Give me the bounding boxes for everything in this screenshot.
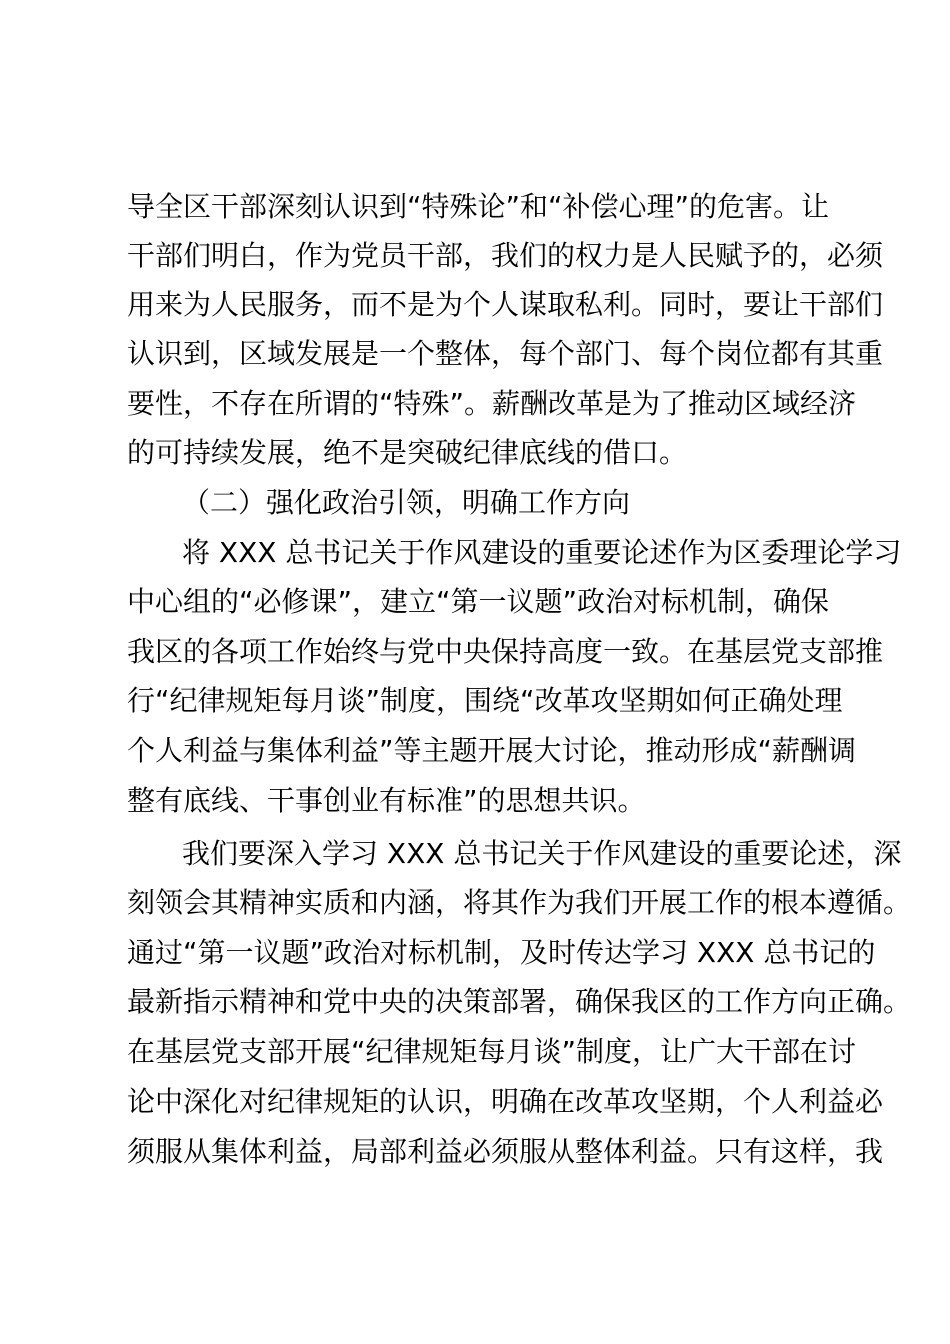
- text-line: 我们要深入学习 XXX 总书记关于作风建设的重要论述，深: [182, 837, 902, 870]
- text-line: 干部们明白，作为党员干部，我们的权力是人民赋予的，必须: [127, 239, 884, 272]
- text-line: 中心组的“必修课”，建立“第一议题”政治对标机制，确保: [127, 585, 830, 618]
- text-line: 在基层党支部开展“纪律规矩每月谈”制度，让广大干部在讨: [127, 1035, 857, 1068]
- text-line: 要性，不存在所谓的“特殊”。薪酬改革是为了推动区域经济: [127, 387, 857, 420]
- text-line: 用来为人民服务，而不是为个人谋取私利。同时，要让干部们: [127, 288, 884, 321]
- text-line: 导全区干部深刻认识到“特殊论”和“补偿心理”的危害。让: [127, 190, 830, 223]
- text-line: 整有底线、干事创业有标准”的思想共识。: [127, 784, 646, 817]
- text-line: 须服从集体利益，局部利益必须服从整体利益。只有这样，我: [127, 1135, 884, 1168]
- text-line: 行“纪律规矩每月谈”制度，围绕“改革攻坚期如何正确处理: [127, 684, 843, 717]
- text-line: 论中深化对纪律规矩的认识，明确在改革攻坚期，个人利益必: [127, 1085, 884, 1118]
- text-line: 将 XXX 总书记关于作风建设的重要论述作为区委理论学习: [182, 536, 902, 569]
- text-line: 认识到，区域发展是一个整体，每个部门、每个岗位都有其重: [127, 337, 884, 370]
- text-line: 我区的各项工作始终与党中央保持高度一致。在基层党支部推: [127, 635, 884, 668]
- text-line: 刻领会其精神实质和内涵，将其作为我们开展工作的根本遵循。: [127, 886, 912, 919]
- text-line: 个人利益与集体利益”等主题开展大讨论，推动形成“薪酬调: [127, 734, 857, 767]
- text-line: 的可持续发展，绝不是突破纪律底线的借口。: [127, 436, 688, 469]
- section-heading: （二）强化政治引领，明确工作方向: [182, 486, 631, 519]
- text-line: 通过“第一议题”政治对标机制，及时传达学习 XXX 总书记的: [127, 936, 876, 969]
- text-line: 最新指示精神和党中央的决策部署，确保我区的工作方向正确。: [127, 985, 912, 1018]
